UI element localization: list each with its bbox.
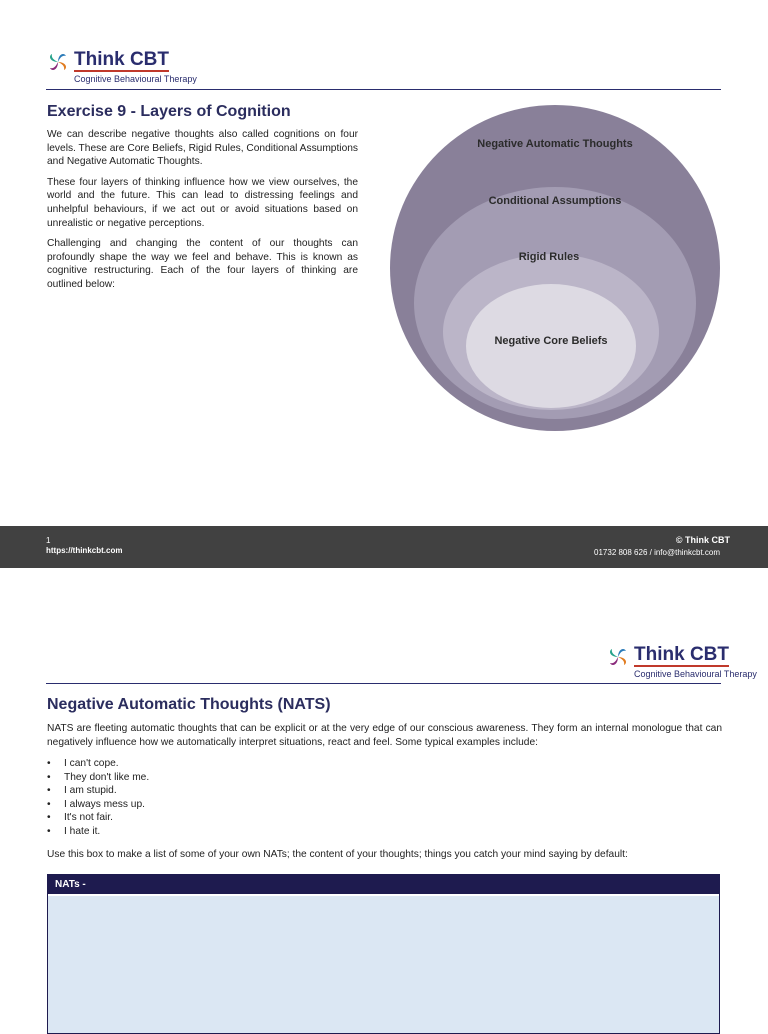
paragraph: We can describe negative thoughts also called cognitions on four levels. These are Core Beliefs, Rigid Rules, Conditional Assumptions and Negative Automatic Thoughts. <box>47 129 358 168</box>
list-item <box>47 757 447 771</box>
nats-input-box[interactable] <box>47 874 720 1034</box>
bullet: • <box>47 798 51 810</box>
header-rule <box>46 683 721 684</box>
list-item <box>47 798 447 812</box>
page-number: 1 <box>46 536 51 545</box>
nats-instruction: Use this box to make a list of some of your own NATs; the content of your thoughts; things you catch your mind saying by default: <box>47 849 628 860</box>
bullet: • <box>47 785 51 797</box>
bullet: • <box>47 812 51 824</box>
page-title: Exercise 9 - Layers of Cognition <box>47 103 291 120</box>
list-item-text: I can't cope. <box>64 758 119 769</box>
list-item <box>47 771 447 785</box>
label-rigid-rules: Rigid Rules <box>518 251 580 263</box>
logo <box>606 645 757 680</box>
list-item <box>47 825 447 839</box>
list-item-text: It's not fair. <box>64 812 113 824</box>
intro-text <box>47 128 358 299</box>
label-negative-core-beliefs: Negative Core Beliefs <box>494 335 608 347</box>
paragraph: These four layers of thinking influence how we view ourselves, the world and the future. This can lead to distressing feelings and unhelpful behaviours, if we act out or avoid situations based on unrealistic or negative perceptions. <box>47 176 358 229</box>
list-item <box>47 811 447 825</box>
bullet: • <box>47 771 51 783</box>
paragraph: Challenging and changing the content of our thoughts can profoundly shape the way we feel and behave. This is known as cognitive restructuring. Each of the four layers of thinking are outlined below: <box>47 238 358 290</box>
footer-copyright: © Think CBT <box>675 535 730 545</box>
footer-url[interactable]: https://thinkcbt.com <box>46 546 123 555</box>
nats-intro: NATS are fleeting automatic thoughts that can be explicit or at the very edge of our conscious awareness. They form an internal monologue that can negatively influence how we automatically interpret situations, react and feel. Some typical examples include: <box>47 723 722 748</box>
pinwheel-icon <box>46 50 70 74</box>
cognition-layers-diagram <box>386 100 726 435</box>
nats-box-header: NATs - <box>48 875 719 896</box>
header-rule <box>46 89 721 90</box>
bullet: • <box>47 825 51 837</box>
brand-tagline: Cognitive Behavioural Therapy <box>74 74 197 84</box>
section-title: Negative Automatic Thoughts (NATS) <box>47 696 331 713</box>
list-item-text: They don't like me. <box>64 771 150 783</box>
list-item-text: I always mess up. <box>64 798 145 810</box>
list-item-text: I am stupid. <box>64 785 117 797</box>
page-footer <box>0 526 768 568</box>
list-item <box>47 784 447 798</box>
footer-contact: 01732 808 626 / info@thinkcbt.com <box>594 548 720 557</box>
list-item-text: I hate it. <box>64 825 101 837</box>
brand-name: Think CBT <box>634 644 729 665</box>
brand-tagline: Cognitive Behavioural Therapy <box>634 669 757 679</box>
logo <box>46 50 197 85</box>
nats-examples-list <box>47 757 447 839</box>
bullet: • <box>47 758 51 769</box>
label-conditional-assumptions: Conditional Assumptions <box>488 195 622 207</box>
pinwheel-icon <box>606 645 630 669</box>
label-negative-automatic-thoughts: Negative Automatic Thoughts <box>477 138 633 150</box>
brand-name: Think CBT <box>74 49 169 70</box>
